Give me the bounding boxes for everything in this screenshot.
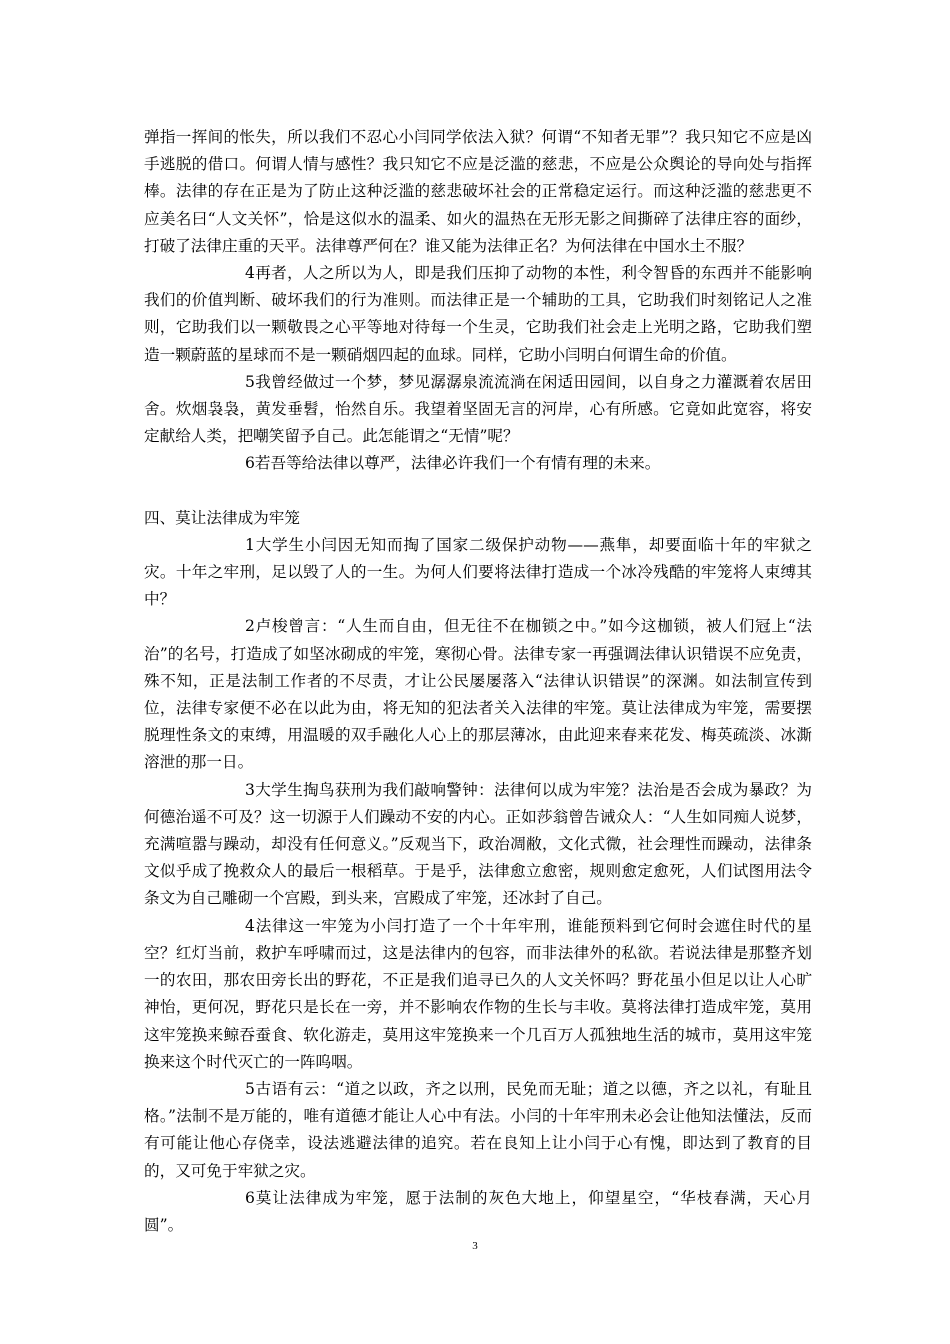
- paragraph-6: 6若吾等给法律以尊严，法律必许我们一个有情有理的未来。: [245, 454, 661, 473]
- body-text: [144, 124, 812, 1239]
- section4-paragraph-1: 1大学生小闫因无知而掏了国家二级保护动物——燕隼，却要面临十年的牢狱之灾。十年之牢刑，足以毁了人的一生。为何人们要将法律打造成一个冰冷残酷的牢笼将人束缚其中？: [144, 535, 812, 609]
- section-heading: 四、莫让法律成为牢笼: [144, 508, 300, 527]
- section4-paragraph-5: 5古语有云：“道之以政，齐之以刑，民免而无耻；道之以德，齐之以礼，有耻且格。”法制不是万能的，唯有道德才能让人心中有法。小闫的十年牢刑未必会让他知法懂法，反而有可能让他心存侥幸，设法逃避法律的追究。若在良知上让小闫于心有愧，即达到了教育的目的，又可免于牢狱之灾。: [144, 1079, 812, 1180]
- paragraph-5: 5我曾经做过一个梦，梦见潺潺泉流流淌在闲适田园间，以自身之力灌溉着农居田舍。炊烟袅袅，黄发垂髫，怡然自乐。我望着坚固无言的河岸，心有所感。它竟如此宽容，将安定献给人类，把嘲笑留予自己。此怎能谓之“无情”呢？: [144, 372, 812, 446]
- section4-paragraph-6: 6莫让法律成为牢笼，愿于法制的灰色大地上，仰望星空，“华枝春满，天心月圆”。: [144, 1188, 812, 1234]
- paragraph-continuation: 弹指一挥间的怅失，所以我们不忍心小闫同学依法入狱？何谓“不知者无罪”？我只知它不应是凶手逃脱的借口。何谓人情与感性？我只知它不应是泛滥的慈悲，不应是公众舆论的导向处与指挥棒。法律的存在正是为了防止这种泛滥的慈悲破坏社会的正常稳定运行。而这种泛滥的慈悲更不应美名曰“人文关怀”，恰是这似水的温柔、如火的温热在无形无影之间撕碎了法律庄容的面纱，打破了法律庄重的天平。法律尊严何在？谁又能为法律正名？为何法律在中国水土不服？: [144, 128, 812, 255]
- section4-paragraph-2: 2卢梭曾言：“人生而自由，但无往不在枷锁之中。”如今这枷锁，被人们冠上“法治”的名号，打造成了如坚冰砌成的牢笼，寒彻心骨。法律专家一再强调法律认识错误不应免责，殊不知，正是法制工作者的不尽责，才让公民屡屡落入“法律认识错误”的深渊。如法制宣传到位，法律专家便不必在以此为由，将无知的犯法者关入法律的牢笼。莫让法律成为牢笼，需要摆脱理性条文的束缚，用温暖的双手融化人心上的那层薄冰，由此迎来春来花发、梅英疏淡、冰澌溶泄的那一日。: [144, 617, 812, 772]
- page-number: 3: [472, 1240, 478, 1252]
- section4-paragraph-4: 4法律这一牢笼为小闫打造了一个十年牢刑，谁能预料到它何时会遮住时代的星空？红灯当前，救护车呼啸而过，这是法律内的包容，而非法律外的私欲。若说法律是那整齐划一的农田，那农田旁长出的野花，不正是我们追寻已久的人文关怀吗？野花虽小但足以让人心旷神怡，更何况，野花只是长在一旁，并不影响农作物的生长与丰收。莫将法律打造成牢笼，莫用这牢笼换来鲸吞蚕食、软化游走，莫用这牢笼换来一个几百万人孤独地生活的城市，莫用这牢笼换来这个时代灭亡的一阵呜咽。: [144, 916, 812, 1071]
- section4-paragraph-3: 3大学生掏鸟获刑为我们敲响警钟：法律何以成为牢笼？法治是否会成为暴政？为何德治遥不可及？这一切源于人们躁动不安的内心。正如莎翁曾告诫众人：“人生如同痴人说梦，充满喧嚣与躁动，却没有任何意义。”反观当下，政治凋敝，文化式微，社会理性而躁动，法律条文似乎成了挽救众人的最后一根稻草。于是乎，法律愈立愈密，规则愈定愈死，人们试图用法令条文为自己雕砌一个宫殿，到头来，宫殿成了牢笼，还冰封了自己。: [144, 780, 812, 908]
- section-spacer: [144, 478, 812, 505]
- paragraph-4: 4再者，人之所以为人，即是我们压抑了动物的本性，利令智昏的东西并不能影响我们的价值判断、破坏我们的行为准则。而法律正是一个辅助的工具，它助我们时刻铭记人之准则，它助我们以一颗敬畏之心平等地对待每一个生灵，它助我们社会走上光明之路，它助我们塑造一颗蔚蓝的星球而不是一颗硝烟四起的血球。同样，它助小闫明白何谓生命的价值。: [144, 264, 812, 364]
